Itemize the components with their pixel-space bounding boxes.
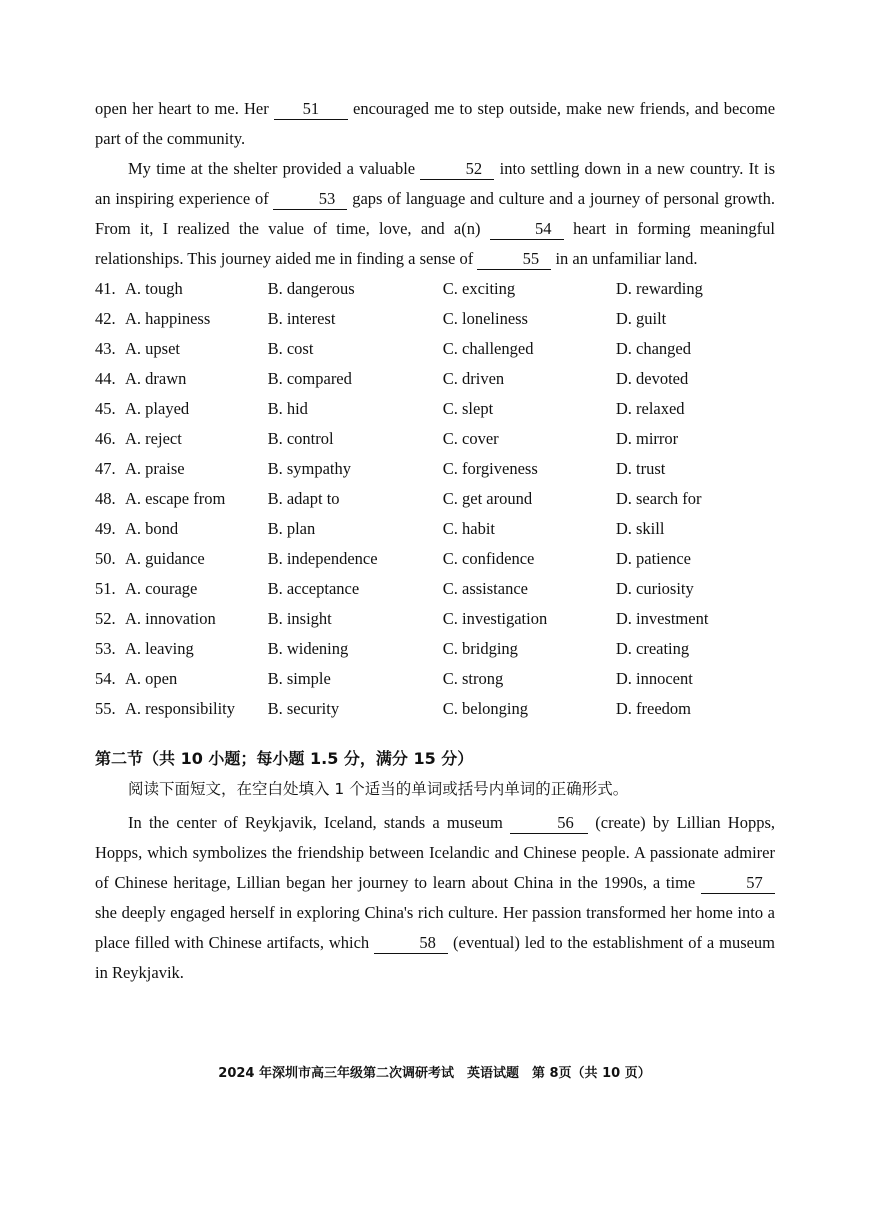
option-row [95, 454, 775, 484]
option-a [95, 274, 268, 304]
option-c: C. belonging [442, 699, 528, 718]
question-number: 55. [95, 699, 116, 718]
text: My time at the shelter provided a valuable [128, 159, 416, 178]
option-a [95, 604, 268, 634]
option-d: D. devoted [615, 369, 689, 388]
option-a [95, 424, 268, 454]
option-b: B. simple [267, 669, 331, 688]
option-row [95, 664, 775, 694]
blank-54: 54 [490, 219, 564, 240]
option-c: C. challenged [442, 339, 534, 358]
option-c: C. bridging [442, 639, 518, 658]
option-row [95, 694, 775, 724]
text: (create) by Lillian Hopps, Hopps, which symbolizes the friendship between Icelandic and Chinese people. A passionate admirer of Chinese heritage, Lillian began her journey to learn about China in the 1990s, a time [95, 813, 776, 892]
option-b: B. dangerous [267, 279, 355, 298]
question-number: 54. [95, 669, 116, 688]
option-d: D. freedom [615, 699, 691, 718]
question-number: 52. [95, 609, 116, 628]
blank-56: 56 [510, 813, 588, 834]
option-a [95, 364, 268, 394]
question-number: 48. [95, 489, 116, 508]
option-a [95, 304, 268, 334]
option-row [95, 544, 775, 574]
option-c: C. cover [442, 429, 499, 448]
option-row [95, 484, 775, 514]
option-a-text: A. bond [125, 519, 179, 538]
option-d: D. relaxed [615, 399, 685, 418]
blank-52: 52 [420, 159, 494, 180]
option-b: B. interest [267, 309, 336, 328]
option-c: C. get around [442, 489, 533, 508]
option-c: C. driven [442, 369, 505, 388]
option-d: D. guilt [615, 309, 667, 328]
option-b: B. cost [267, 339, 314, 358]
exam-page [95, 94, 775, 988]
section-title: 第二节（共 10 小题；每小题 1.5 分，满分 15 分） [95, 749, 474, 768]
option-c: C. habit [442, 519, 495, 538]
option-a-text: A. responsibility [125, 699, 235, 718]
options-table [95, 274, 775, 724]
question-number: 51. [95, 579, 116, 598]
text: gaps of language and culture and a journey of personal growth. From it, I realized the value of time, love, and a(n) [95, 189, 776, 238]
option-d: D. curiosity [615, 579, 694, 598]
text: in an unfamiliar land. [555, 249, 698, 268]
option-a-text: A. escape from [125, 489, 226, 508]
option-row [95, 274, 775, 304]
option-c: C. investigation [442, 609, 548, 628]
option-row [95, 424, 775, 454]
option-b: B. insight [267, 609, 332, 628]
option-b: B. acceptance [267, 579, 360, 598]
option-d: D. investment [615, 609, 709, 628]
option-a [95, 514, 268, 544]
question-number: 43. [95, 339, 116, 358]
option-d: D. changed [615, 339, 691, 358]
text: heart in forming meaningful relationships. This journey aided me in finding a sense of [95, 219, 775, 268]
option-d: D. creating [615, 639, 690, 658]
option-b: B. independence [267, 549, 378, 568]
option-row [95, 634, 775, 664]
option-c: C. loneliness [442, 309, 528, 328]
option-a-text: A. drawn [125, 369, 187, 388]
option-a-text: A. courage [125, 579, 198, 598]
blank-53: 53 [273, 189, 347, 210]
option-d: D. rewarding [615, 279, 703, 298]
page-footer: 2024 年深圳市高三年级第二次调研考试 英语试题 第 8页（共 10 页） [218, 1066, 651, 1081]
text: In the center of Reykjavik, Iceland, stands a museum [128, 813, 503, 832]
option-b: B. adapt to [267, 489, 340, 508]
option-c: C. assistance [442, 579, 528, 598]
option-c: C. confidence [442, 549, 535, 568]
option-c: C. strong [442, 669, 504, 688]
blank-51: 51 [274, 99, 348, 120]
option-b: B. hid [267, 399, 308, 418]
option-a-text: A. praise [125, 459, 185, 478]
option-row [95, 364, 775, 394]
option-d: D. mirror [615, 429, 679, 448]
question-number: 42. [95, 309, 116, 328]
option-a [95, 574, 268, 604]
option-a-text: A. open [125, 669, 178, 688]
question-number: 44. [95, 369, 116, 388]
blank-55: 55 [477, 249, 551, 270]
option-b: B. plan [267, 519, 316, 538]
question-number: 53. [95, 639, 116, 658]
option-a-text: A. reject [125, 429, 182, 448]
text: open her heart to me. Her [95, 99, 269, 118]
option-row [95, 394, 775, 424]
text: (eventual) led to the establishment of a museum in Reykjavik. [95, 933, 776, 982]
question-number: 47. [95, 459, 116, 478]
option-b: B. compared [267, 369, 352, 388]
question-number: 41. [95, 279, 116, 298]
option-a [95, 544, 268, 574]
option-row [95, 604, 775, 634]
option-d: D. patience [615, 549, 691, 568]
option-a-text: A. innovation [125, 609, 216, 628]
option-b: B. control [267, 429, 334, 448]
passage-paragraph-2 [95, 154, 775, 274]
option-a-text: A. upset [125, 339, 180, 358]
section-instruction: 阅读下面短文，在空白处填入 1 个适当的单词或括号内单词的正确形式。 [128, 780, 629, 798]
option-a [95, 454, 268, 484]
option-row [95, 574, 775, 604]
option-b: B. sympathy [267, 459, 351, 478]
question-number: 46. [95, 429, 116, 448]
text: into settling down in a new country. It is an inspiring experience of [95, 159, 775, 208]
blank-58: 58 [374, 933, 448, 954]
option-a [95, 634, 268, 664]
option-d: D. skill [615, 519, 665, 538]
option-row [95, 334, 775, 364]
option-a-text: A. happiness [125, 309, 211, 328]
option-c: C. exciting [442, 279, 516, 298]
option-b: B. widening [267, 639, 349, 658]
option-row [95, 304, 775, 334]
text: encouraged me to step outside, make new friends, and become part of the community. [95, 99, 776, 148]
passage-paragraph-1 [95, 94, 775, 154]
option-a [95, 484, 268, 514]
blank-57: 57 [701, 873, 775, 894]
option-d: D. trust [615, 459, 666, 478]
option-a-text: A. played [125, 399, 190, 418]
option-a [95, 394, 268, 424]
option-a [95, 694, 268, 724]
option-c: C. forgiveness [442, 459, 538, 478]
passage-paragraph-3 [95, 808, 775, 988]
option-a-text: A. guidance [125, 549, 205, 568]
option-d: D. search for [615, 489, 702, 508]
question-number: 50. [95, 549, 116, 568]
question-number: 45. [95, 399, 116, 418]
option-a [95, 664, 268, 694]
option-b: B. security [267, 699, 340, 718]
question-number: 49. [95, 519, 116, 538]
option-row [95, 514, 775, 544]
option-c: C. slept [442, 399, 494, 418]
option-a-text: A. leaving [125, 639, 194, 658]
text: she deeply engaged herself in exploring China's rich culture. Her passion transformed her home into a place filled with Chinese artifacts, which [95, 903, 775, 952]
option-a-text: A. tough [125, 279, 183, 298]
option-a [95, 334, 268, 364]
option-d: D. innocent [615, 669, 693, 688]
